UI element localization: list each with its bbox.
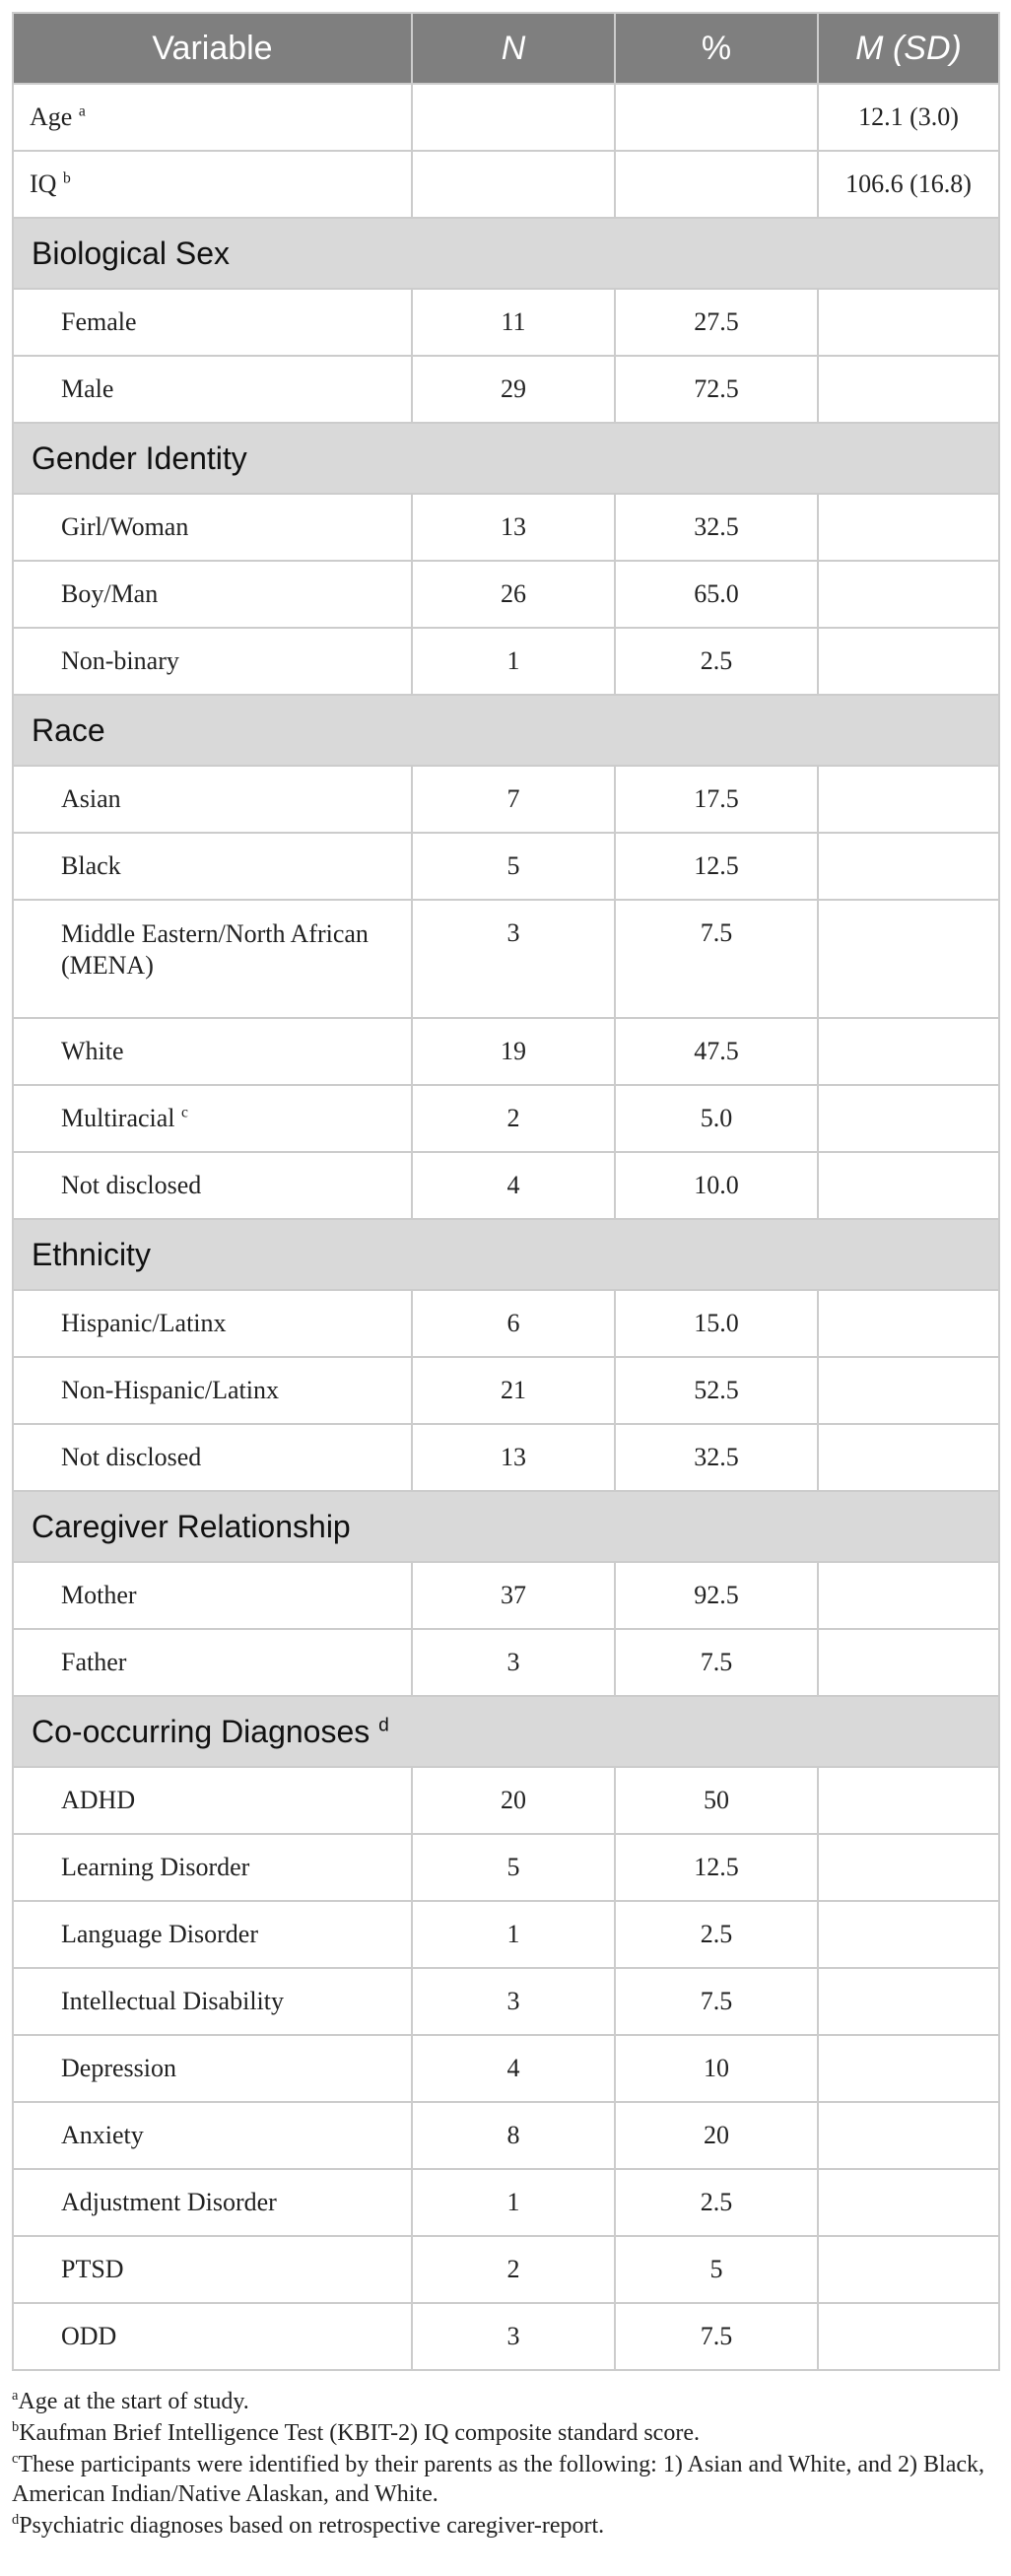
n-cell bbox=[412, 84, 615, 151]
header-percent: % bbox=[615, 13, 818, 84]
footnote-text: Age at the start of study. bbox=[18, 2389, 249, 2414]
variable-cell bbox=[13, 289, 412, 356]
mean-sd-cell: 106.6 (16.8) bbox=[818, 151, 999, 218]
row-label-text: Intellectual Disability bbox=[61, 1987, 284, 2015]
table-row bbox=[13, 1357, 999, 1424]
percent-cell: 65.0 bbox=[615, 561, 818, 628]
n-cell: 26 bbox=[412, 561, 615, 628]
section-title-text: Co-occurring Diagnoses bbox=[32, 1713, 371, 1749]
header-mean-sd: M (SD) bbox=[818, 13, 999, 84]
variable-cell bbox=[13, 766, 412, 833]
variable-cell bbox=[13, 2035, 412, 2102]
table-row bbox=[13, 1562, 999, 1629]
percent-cell: 2.5 bbox=[615, 628, 818, 695]
footnote-text: These participants were identified by their parents as the following: 1) Asian and White, and 2) Black, American Indian/Native Alaskan, and White. bbox=[12, 2452, 984, 2507]
variable-cell bbox=[13, 628, 412, 695]
n-cell: 6 bbox=[412, 1290, 615, 1357]
table-row bbox=[13, 628, 999, 695]
mean-sd-cell bbox=[818, 766, 999, 833]
n-cell bbox=[412, 151, 615, 218]
variable-cell bbox=[13, 1018, 412, 1085]
row-label-text: Father bbox=[61, 1648, 127, 1676]
section-title bbox=[13, 423, 999, 494]
section-title-text: Gender Identity bbox=[32, 440, 247, 476]
variable-cell bbox=[13, 900, 412, 1018]
mean-sd-cell bbox=[818, 1968, 999, 2035]
mean-sd-cell bbox=[818, 289, 999, 356]
table-row bbox=[13, 561, 999, 628]
row-label-text: Not disclosed bbox=[61, 1171, 202, 1199]
variable-cell bbox=[13, 2102, 412, 2169]
variable-cell bbox=[13, 1152, 412, 1219]
variable-cell bbox=[13, 84, 412, 151]
row-label-text: Boy/Man bbox=[61, 579, 159, 608]
section-title-text: Ethnicity bbox=[32, 1236, 151, 1272]
n-cell: 2 bbox=[412, 2236, 615, 2303]
variable-cell bbox=[13, 833, 412, 900]
table-row bbox=[13, 1901, 999, 1968]
table-row bbox=[13, 1968, 999, 2035]
mean-sd-cell bbox=[818, 1424, 999, 1491]
footnote bbox=[12, 2418, 998, 2448]
n-cell: 1 bbox=[412, 1901, 615, 1968]
row-label-text: Non-binary bbox=[61, 646, 179, 675]
footnote-text: Kaufman Brief Intelligence Test (KBIT-2) IQ composite standard score. bbox=[19, 2420, 700, 2446]
mean-sd-cell bbox=[818, 1290, 999, 1357]
footnote-marker: c bbox=[181, 1104, 188, 1121]
mean-sd-cell bbox=[818, 1767, 999, 1834]
percent-cell: 32.5 bbox=[615, 1424, 818, 1491]
variable-cell bbox=[13, 151, 412, 218]
table-row bbox=[13, 1767, 999, 1834]
variable-cell bbox=[13, 1562, 412, 1629]
row-label-text: PTSD bbox=[61, 2255, 124, 2283]
percent-cell: 7.5 bbox=[615, 900, 818, 1018]
footnote-marker: d bbox=[378, 1714, 389, 1735]
percent-cell bbox=[615, 151, 818, 218]
mean-sd-cell bbox=[818, 1152, 999, 1219]
variable-cell bbox=[13, 356, 412, 423]
percent-cell: 17.5 bbox=[615, 766, 818, 833]
row-label-text: Hispanic/Latinx bbox=[61, 1309, 227, 1337]
table-row bbox=[13, 1018, 999, 1085]
row-label-text: ODD bbox=[61, 2322, 117, 2350]
n-cell: 3 bbox=[412, 1968, 615, 2035]
header-n: N bbox=[412, 13, 615, 84]
footnote-mark: a bbox=[12, 2388, 19, 2404]
footnotes bbox=[12, 2387, 998, 2541]
row-label-text: Asian bbox=[61, 784, 121, 813]
row-label-text: Mother bbox=[61, 1581, 137, 1609]
table-row bbox=[13, 2102, 999, 2169]
percent-cell: 32.5 bbox=[615, 494, 818, 561]
row-label-text: IQ bbox=[30, 169, 57, 198]
variable-cell bbox=[13, 494, 412, 561]
row-label-text: Black bbox=[61, 851, 121, 880]
mean-sd-cell bbox=[818, 2102, 999, 2169]
table-row bbox=[13, 1629, 999, 1696]
percent-cell: 12.5 bbox=[615, 1834, 818, 1901]
section-title bbox=[13, 1219, 999, 1290]
section-header-row bbox=[13, 1219, 999, 1290]
row-label-text: Adjustment Disorder bbox=[61, 2188, 277, 2216]
footnote-text: Psychiatric diagnoses based on retrospective caregiver-report. bbox=[19, 2513, 605, 2539]
row-label-text: Language Disorder bbox=[61, 1920, 258, 1948]
section-header-row bbox=[13, 218, 999, 289]
n-cell: 5 bbox=[412, 833, 615, 900]
n-cell: 4 bbox=[412, 1152, 615, 1219]
table-body bbox=[13, 84, 999, 2370]
demographics-table-page bbox=[12, 12, 998, 2542]
percent-cell: 2.5 bbox=[615, 1901, 818, 1968]
percent-cell: 27.5 bbox=[615, 289, 818, 356]
header-variable: Variable bbox=[13, 13, 412, 84]
mean-sd-cell bbox=[818, 2169, 999, 2236]
table-row bbox=[13, 2236, 999, 2303]
section-header-row bbox=[13, 1491, 999, 1562]
mean-sd-cell bbox=[818, 900, 999, 1018]
footnote-marker: b bbox=[62, 169, 71, 187]
variable-cell bbox=[13, 2236, 412, 2303]
percent-cell: 20 bbox=[615, 2102, 818, 2169]
row-label-text: Age bbox=[30, 102, 73, 131]
mean-sd-cell bbox=[818, 1562, 999, 1629]
footnote bbox=[12, 2511, 998, 2541]
percent-cell bbox=[615, 84, 818, 151]
n-cell: 13 bbox=[412, 1424, 615, 1491]
mean-sd-cell bbox=[818, 1018, 999, 1085]
n-cell: 3 bbox=[412, 900, 615, 1018]
n-cell: 3 bbox=[412, 2303, 615, 2370]
section-title bbox=[13, 218, 999, 289]
variable-cell bbox=[13, 2169, 412, 2236]
footnote bbox=[12, 2387, 998, 2416]
summary-row bbox=[13, 84, 999, 151]
row-label-text: ADHD bbox=[61, 1786, 136, 1814]
n-cell: 11 bbox=[412, 289, 615, 356]
variable-cell bbox=[13, 1424, 412, 1491]
row-label-text: Middle Eastern/North African (MENA) bbox=[61, 919, 369, 980]
variable-cell bbox=[13, 1968, 412, 2035]
percent-cell: 92.5 bbox=[615, 1562, 818, 1629]
mean-sd-cell bbox=[818, 1357, 999, 1424]
variable-cell bbox=[13, 1629, 412, 1696]
table-row bbox=[13, 900, 999, 1018]
table-row bbox=[13, 1834, 999, 1901]
percent-cell: 10 bbox=[615, 2035, 818, 2102]
n-cell: 5 bbox=[412, 1834, 615, 1901]
variable-cell bbox=[13, 1357, 412, 1424]
variable-cell bbox=[13, 1901, 412, 1968]
percent-cell: 2.5 bbox=[615, 2169, 818, 2236]
row-label-text: White bbox=[61, 1037, 124, 1065]
row-label-text: Learning Disorder bbox=[61, 1853, 250, 1881]
n-cell: 3 bbox=[412, 1629, 615, 1696]
table-row bbox=[13, 766, 999, 833]
section-title-text: Biological Sex bbox=[32, 235, 230, 271]
mean-sd-cell bbox=[818, 2236, 999, 2303]
row-label-text: Not disclosed bbox=[61, 1443, 202, 1471]
percent-cell: 7.5 bbox=[615, 1968, 818, 2035]
footnote-mark: b bbox=[12, 2419, 20, 2435]
mean-sd-cell bbox=[818, 561, 999, 628]
n-cell: 1 bbox=[412, 2169, 615, 2236]
table-row bbox=[13, 833, 999, 900]
table-row bbox=[13, 1290, 999, 1357]
n-cell: 21 bbox=[412, 1357, 615, 1424]
mean-sd-cell bbox=[818, 1834, 999, 1901]
n-cell: 1 bbox=[412, 628, 615, 695]
table-row bbox=[13, 1085, 999, 1152]
section-header-row bbox=[13, 695, 999, 766]
table-row bbox=[13, 2169, 999, 2236]
table-row bbox=[13, 1424, 999, 1491]
mean-sd-cell bbox=[818, 833, 999, 900]
percent-cell: 52.5 bbox=[615, 1357, 818, 1424]
n-cell: 13 bbox=[412, 494, 615, 561]
table-row bbox=[13, 494, 999, 561]
n-cell: 4 bbox=[412, 2035, 615, 2102]
row-label-text: Male bbox=[61, 374, 114, 403]
row-label-text: Girl/Woman bbox=[61, 512, 189, 541]
variable-cell bbox=[13, 1290, 412, 1357]
percent-cell: 12.5 bbox=[615, 833, 818, 900]
row-label-text: Depression bbox=[61, 2054, 176, 2082]
row-label-text: Female bbox=[61, 307, 137, 336]
section-title-text: Race bbox=[32, 712, 105, 748]
footnote-mark: d bbox=[12, 2512, 20, 2528]
footnote-mark: c bbox=[12, 2451, 19, 2467]
row-label-text: Non-Hispanic/Latinx bbox=[61, 1376, 279, 1404]
table-row bbox=[13, 2303, 999, 2370]
mean-sd-cell bbox=[818, 1629, 999, 1696]
n-cell: 2 bbox=[412, 1085, 615, 1152]
variable-cell bbox=[13, 1085, 412, 1152]
row-label-text: Anxiety bbox=[61, 2121, 144, 2149]
section-title bbox=[13, 695, 999, 766]
table-row bbox=[13, 2035, 999, 2102]
percent-cell: 10.0 bbox=[615, 1152, 818, 1219]
n-cell: 20 bbox=[412, 1767, 615, 1834]
mean-sd-cell: 12.1 (3.0) bbox=[818, 84, 999, 151]
mean-sd-cell bbox=[818, 494, 999, 561]
footnote-marker: a bbox=[78, 102, 86, 120]
variable-cell bbox=[13, 1834, 412, 1901]
percent-cell: 5.0 bbox=[615, 1085, 818, 1152]
n-cell: 29 bbox=[412, 356, 615, 423]
percent-cell: 7.5 bbox=[615, 1629, 818, 1696]
percent-cell: 47.5 bbox=[615, 1018, 818, 1085]
mean-sd-cell bbox=[818, 356, 999, 423]
variable-cell bbox=[13, 1767, 412, 1834]
mean-sd-cell bbox=[818, 1085, 999, 1152]
summary-row bbox=[13, 151, 999, 218]
header-row bbox=[13, 13, 999, 84]
n-cell: 19 bbox=[412, 1018, 615, 1085]
percent-cell: 7.5 bbox=[615, 2303, 818, 2370]
n-cell: 8 bbox=[412, 2102, 615, 2169]
table-row bbox=[13, 356, 999, 423]
mean-sd-cell bbox=[818, 1901, 999, 1968]
mean-sd-cell bbox=[818, 628, 999, 695]
table-row bbox=[13, 1152, 999, 1219]
section-header-row bbox=[13, 1696, 999, 1767]
percent-cell: 50 bbox=[615, 1767, 818, 1834]
section-title bbox=[13, 1491, 999, 1562]
section-title bbox=[13, 1696, 999, 1767]
mean-sd-cell bbox=[818, 2303, 999, 2370]
section-title-text: Caregiver Relationship bbox=[32, 1508, 351, 1544]
table-row bbox=[13, 289, 999, 356]
variable-cell bbox=[13, 2303, 412, 2370]
section-header-row bbox=[13, 423, 999, 494]
row-label-text: Multiracial bbox=[61, 1104, 175, 1132]
variable-cell bbox=[13, 561, 412, 628]
n-cell: 37 bbox=[412, 1562, 615, 1629]
mean-sd-cell bbox=[818, 2035, 999, 2102]
percent-cell: 15.0 bbox=[615, 1290, 818, 1357]
percent-cell: 5 bbox=[615, 2236, 818, 2303]
demographics-table bbox=[12, 12, 1000, 2371]
percent-cell: 72.5 bbox=[615, 356, 818, 423]
n-cell: 7 bbox=[412, 766, 615, 833]
footnote bbox=[12, 2450, 998, 2509]
